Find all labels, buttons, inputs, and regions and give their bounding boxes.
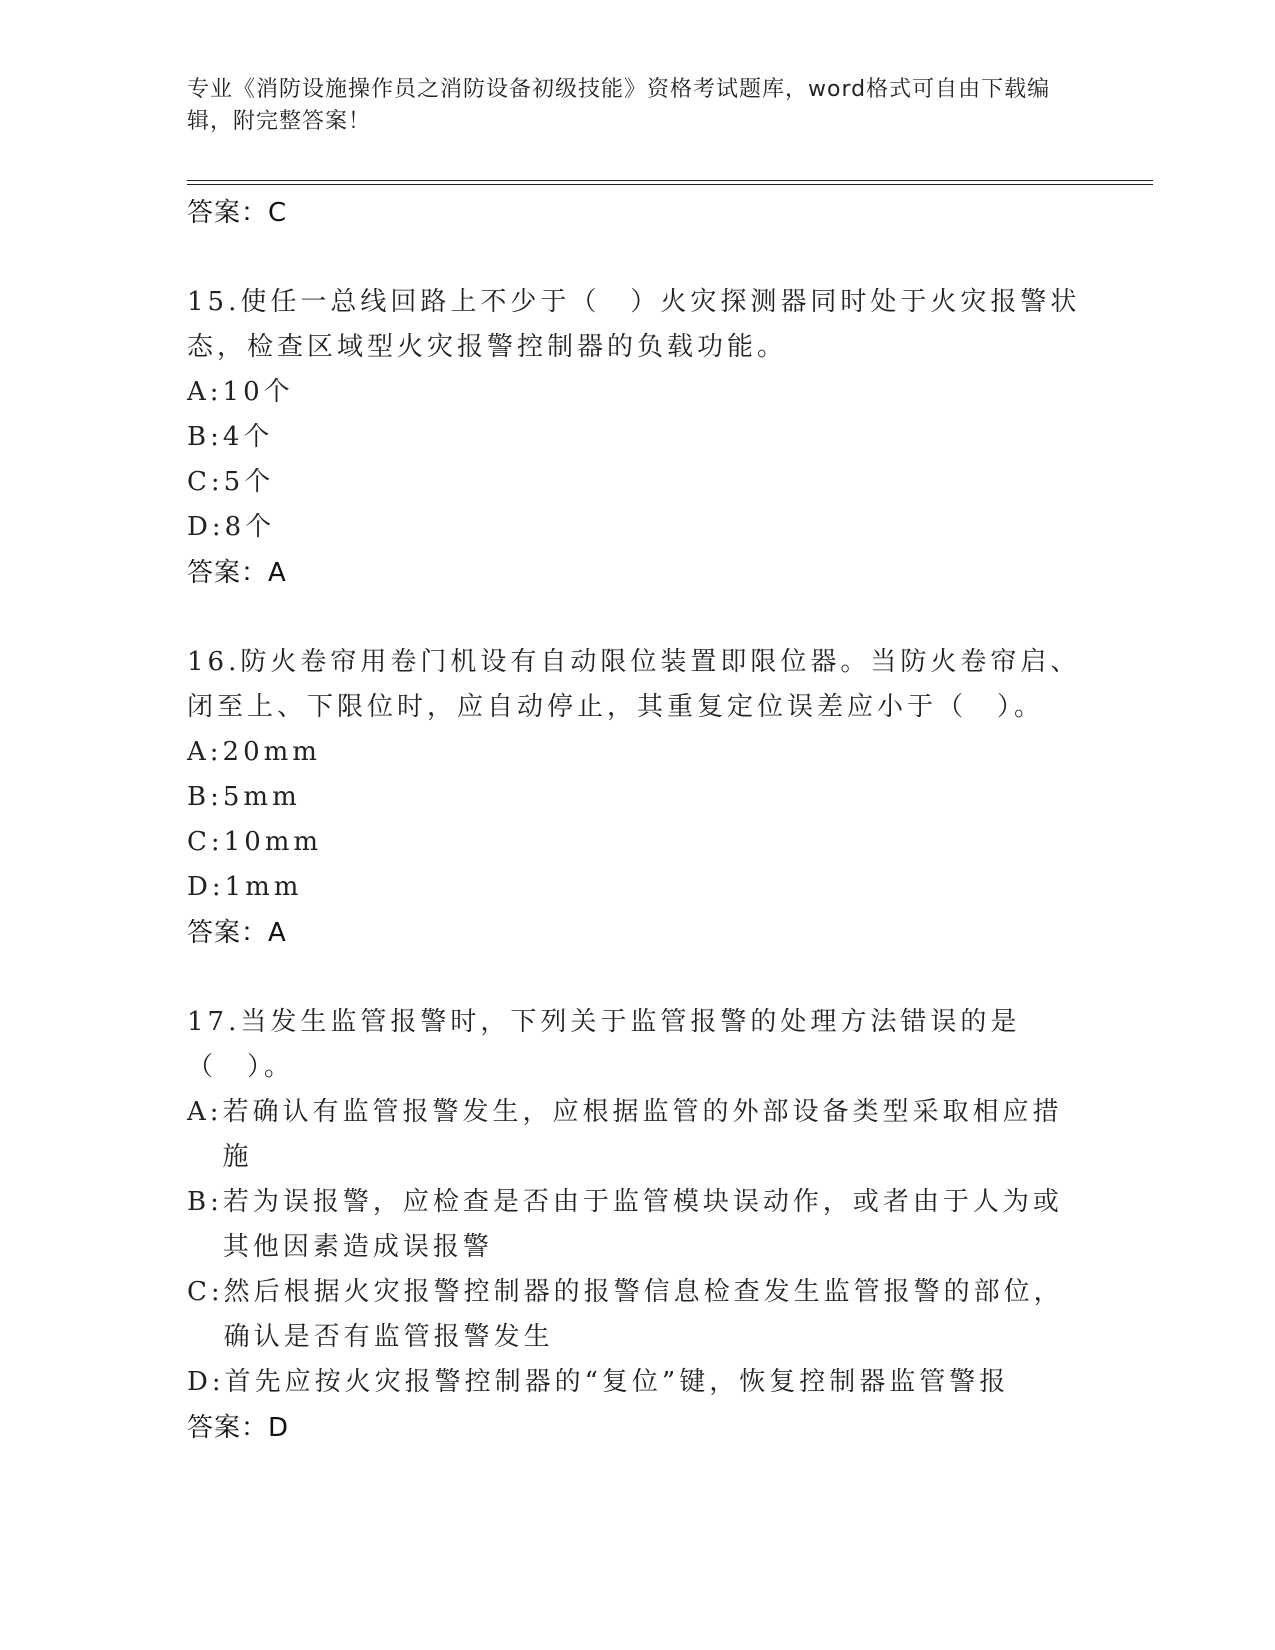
answer-value: D [268,1413,289,1443]
option-key: B: [187,782,223,812]
header-text: 专业《消防设施操作员之消防设备初级技能》资格考试题库，word格式可自由下载编辑，附完整答案！ [187,77,1051,134]
question-list [187,190,1087,1451]
answer-label: 答案： [187,558,269,588]
option-text: 首先应按火灾报警控制器的“复位”键，恢复控制器监管警报 [224,1367,1010,1397]
answer-line [187,1405,1087,1451]
option-text: 1mm [224,872,303,902]
option-a [187,730,1087,775]
option-c [187,1270,1087,1360]
option-c [187,460,1087,505]
option-d [187,1360,1087,1405]
question-stem: 15.使任一总线回路上不少于（ ）火灾探测器同时处于火灾报警状态，检查区域型火灾报警控制器的负载功能。 [187,287,1081,362]
option-a [187,370,1087,415]
option-c [187,820,1087,865]
answer-value: C [268,198,287,228]
option-key: D: [187,1367,225,1397]
header-divider-top [187,180,1153,181]
answer-label: 答案： [187,1413,269,1443]
option-text: 5mm [222,782,301,812]
answer-line [187,910,1087,956]
option-key: C: [187,1277,224,1307]
option-text: 然后根据火灾报警控制器的报警信息检查发生监管报警的部位，确认是否有监管报警发生 [223,1277,1064,1352]
option-d [187,865,1087,910]
option-key: A: [187,1097,223,1127]
option-d [187,505,1087,550]
option-b [187,775,1087,820]
answer-value: A [268,558,286,588]
option-key: B: [187,422,223,452]
question-17 [187,1000,1087,1451]
option-text: 若确认有监管报警发生，应根据监管的外部设备类型采取相应措施 [222,1097,1063,1172]
option-text: 10个 [222,377,294,407]
option-text: 若为误报警，应检查是否由于监管模块误动作，或者由于人为或其他因素造成误报警 [222,1187,1063,1262]
option-text: 20mm [222,737,321,767]
option-text: 10mm [223,827,323,857]
option-key: B: [187,1187,223,1217]
option-key: C: [187,827,224,857]
question-16 [187,640,1087,956]
question-stem: 17.当发生监管报警时，下列关于监管报警的处理方法错误的是（ ）。 [187,1007,1021,1082]
option-b [187,1180,1087,1270]
option-a [187,1090,1087,1180]
option-text: 8个 [224,512,276,542]
option-key: A: [187,377,223,407]
page-header [187,74,1067,138]
answer-label: 答案： [187,198,269,228]
header-divider-bottom [187,184,1153,185]
option-key: C: [187,467,224,497]
answer-line [187,550,1087,596]
option-key: D: [187,872,225,902]
option-text: 5个 [223,467,275,497]
option-b [187,415,1087,460]
answer-line-prev [187,190,1087,236]
question-stem: 16.防火卷帘用卷门机设有自动限位装置即限位器。当防火卷帘启、闭至上、下限位时，应自动停止，其重复定位误差应小于（ ）。 [187,647,1081,722]
question-15 [187,280,1087,596]
answer-value: A [268,918,286,948]
option-key: D: [187,512,225,542]
option-text: 4个 [222,422,274,452]
answer-label: 答案： [187,918,269,948]
option-key: A: [187,737,223,767]
